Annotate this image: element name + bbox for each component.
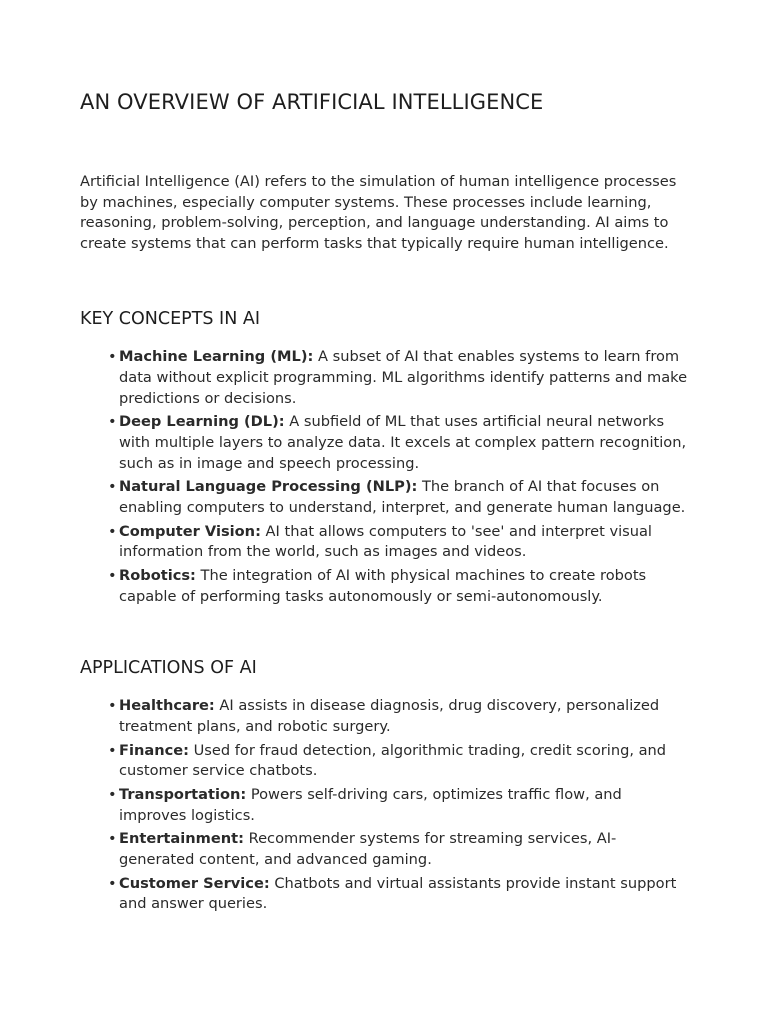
list-item-term: Deep Learning (DL): — [119, 413, 285, 431]
list-item-text: A subset of AI that enables systems to learn from data without explicit programming. ML algorithms identify patterns and make predictions or decisions. — [119, 348, 688, 407]
list-item-text: The branch of AI that focuses on enabling computers to understand, interpret, and generate human language. — [119, 478, 686, 516]
list-item-text: Used for fraud detection, algorithmic trading, credit scoring, and customer service chatbots. — [119, 741, 667, 780]
list-item-term: Computer Vision: — [119, 522, 261, 540]
list-item-text: Recommender systems for streaming services, AI-generated content, and advanced gaming. — [119, 830, 617, 868]
list-item — [119, 696, 688, 737]
list-item — [119, 347, 688, 409]
list-item-term: Machine Learning (ML): — [119, 348, 314, 366]
list-item-text: AI that allows computers to 'see' and interpret visual information from the world, such as images and videos. — [119, 522, 652, 561]
list-item-text: Chatbots and virtual assistants provide instant support and answer queries. — [119, 874, 677, 913]
list-item — [119, 874, 688, 915]
list-item — [119, 477, 688, 518]
list-item-term: Natural Language Processing (NLP): — [119, 478, 418, 496]
list-item-text: The integration of AI with physical machines to create robots capable of performing tasks autonomously or semi-autonomously. — [119, 567, 647, 605]
key-concepts-list — [80, 347, 688, 607]
list-item-term: Customer Service: — [119, 874, 270, 892]
list-item — [119, 412, 688, 474]
list-item — [119, 741, 688, 782]
list-item-term: Healthcare: — [119, 697, 215, 715]
section-heading-key-concepts: KEY CONCEPTS IN AI — [80, 309, 261, 330]
list-item — [119, 829, 688, 870]
list-item-text: A subfield of ML that uses artificial neural networks with multiple layers to analyze data. It excels at complex pattern recognition, such as in image and speech processing. — [119, 413, 687, 472]
list-item-term: Finance: — [119, 741, 189, 759]
list-item-term: Transportation: — [119, 786, 247, 803]
list-item-term: Entertainment: — [119, 830, 244, 848]
intro-paragraph: Artificial Intelligence (AI) refers to the simulation of human intelligence processes by machines, especially computer systems. These processes include learning, reasoning, problem-solving, perception, and language understanding. AI aims to create systems that can perform tasks that typically require human intelligence. — [80, 173, 677, 252]
section-heading-applications: APPLICATIONS OF AI — [80, 658, 257, 679]
list-item-text: Powers self-driving cars, optimizes traffic flow, and improves logistics. — [119, 786, 622, 824]
page-title: AN OVERVIEW OF ARTIFICIAL INTELLIGENCE — [80, 90, 544, 114]
applications-list — [80, 696, 688, 915]
list-item-term: Robotics: — [119, 567, 196, 585]
list-item-text: AI assists in disease diagnosis, drug discovery, personalized treatment plans, and robotic surgery. — [119, 697, 660, 735]
list-item — [119, 785, 688, 826]
list-item — [119, 566, 688, 607]
list-item — [119, 522, 688, 563]
